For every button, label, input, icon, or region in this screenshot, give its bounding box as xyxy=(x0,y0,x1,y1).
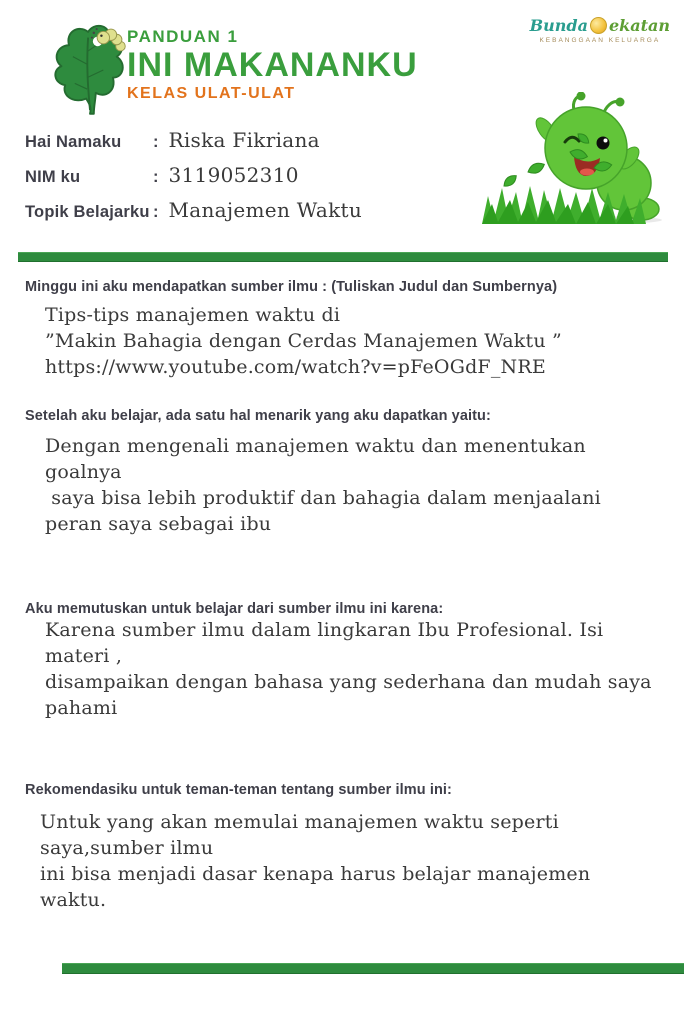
topic-label: Topik Belajarku xyxy=(25,203,150,221)
page-title: INI MAKANANKU xyxy=(127,46,418,84)
question-reason-heading: Aku memutuskan untuk belajar dari sumber ilmu ini karena: xyxy=(25,601,444,617)
separator: : xyxy=(153,203,159,221)
name-value: Riska Fikriana xyxy=(168,128,320,152)
top-divider xyxy=(18,252,668,262)
class-label: KELAS ULAT-ULAT xyxy=(127,85,296,102)
brand-logo xyxy=(530,16,670,44)
answer-line: saya bisa lebih produktif dan bahagia dalam menjaalani xyxy=(45,487,601,509)
brand-name-left: Bunda xyxy=(529,16,588,35)
answer-line: https://www.youtube.com/watch?v=pFeOGdF_NRE xyxy=(45,356,546,378)
separator: : xyxy=(153,133,159,151)
answer-line: Tips-tips manajemen waktu di xyxy=(45,304,341,326)
identity-row-nim xyxy=(25,163,362,187)
nim-label: NIM ku xyxy=(25,168,81,186)
answer-reason xyxy=(45,617,665,721)
answer-recommendation xyxy=(40,809,660,913)
answer-line: Untuk yang akan memulai manajemen waktu seperti saya,sumber ilmu xyxy=(40,811,566,859)
answer-line: ”Makin Bahagia dengan Cerdas Manajemen Waktu ” xyxy=(45,330,562,352)
topic-value: Manajemen Waktu xyxy=(168,198,363,222)
answer-source xyxy=(45,302,665,380)
question-source-heading: Minggu ini aku mendapatkan sumber ilmu : (Tuliskan Judul dan Sumbernya) xyxy=(25,279,558,295)
leaf-caterpillar-logo-icon xyxy=(50,22,130,118)
answer-line: ini bisa menjadi dasar kenapa harus belajar manajemen waktu. xyxy=(40,863,597,911)
header xyxy=(127,28,418,102)
identity-row-name xyxy=(25,128,362,152)
question-recommendation-heading: Rekomendasiku untuk teman-teman tentang sumber ilmu ini: xyxy=(25,782,452,798)
answer-interesting xyxy=(45,433,665,537)
panduan-label: PANDUAN 1 xyxy=(127,27,239,46)
yarn-ball-icon xyxy=(590,17,607,34)
brand-tagline: KEBANGGAAN KELUARGA xyxy=(539,37,661,44)
name-label: Hai Namaku xyxy=(25,133,122,151)
bottom-divider xyxy=(62,963,684,974)
identity-block xyxy=(25,128,362,233)
answer-line: Karena sumber ilmu dalam lingkaran Ibu Profesional. Isi materi , xyxy=(45,619,610,667)
separator: : xyxy=(153,168,159,186)
caterpillar-mascot-icon xyxy=(482,92,682,225)
brand-name-right: ekatan xyxy=(608,16,670,35)
answer-line: peran saya sebagai ibu xyxy=(45,513,272,535)
answer-line: Dengan mengenali manajemen waktu dan menentukan goalnya xyxy=(45,435,593,483)
nim-value: 3119052310 xyxy=(168,163,299,187)
identity-row-topic xyxy=(25,198,362,222)
answer-line: disampaikan dengan bahasa yang sederhana dan mudah saya pahami xyxy=(45,671,658,719)
question-interesting-heading: Setelah aku belajar, ada satu hal menarik yang aku dapatkan yaitu: xyxy=(25,408,491,424)
